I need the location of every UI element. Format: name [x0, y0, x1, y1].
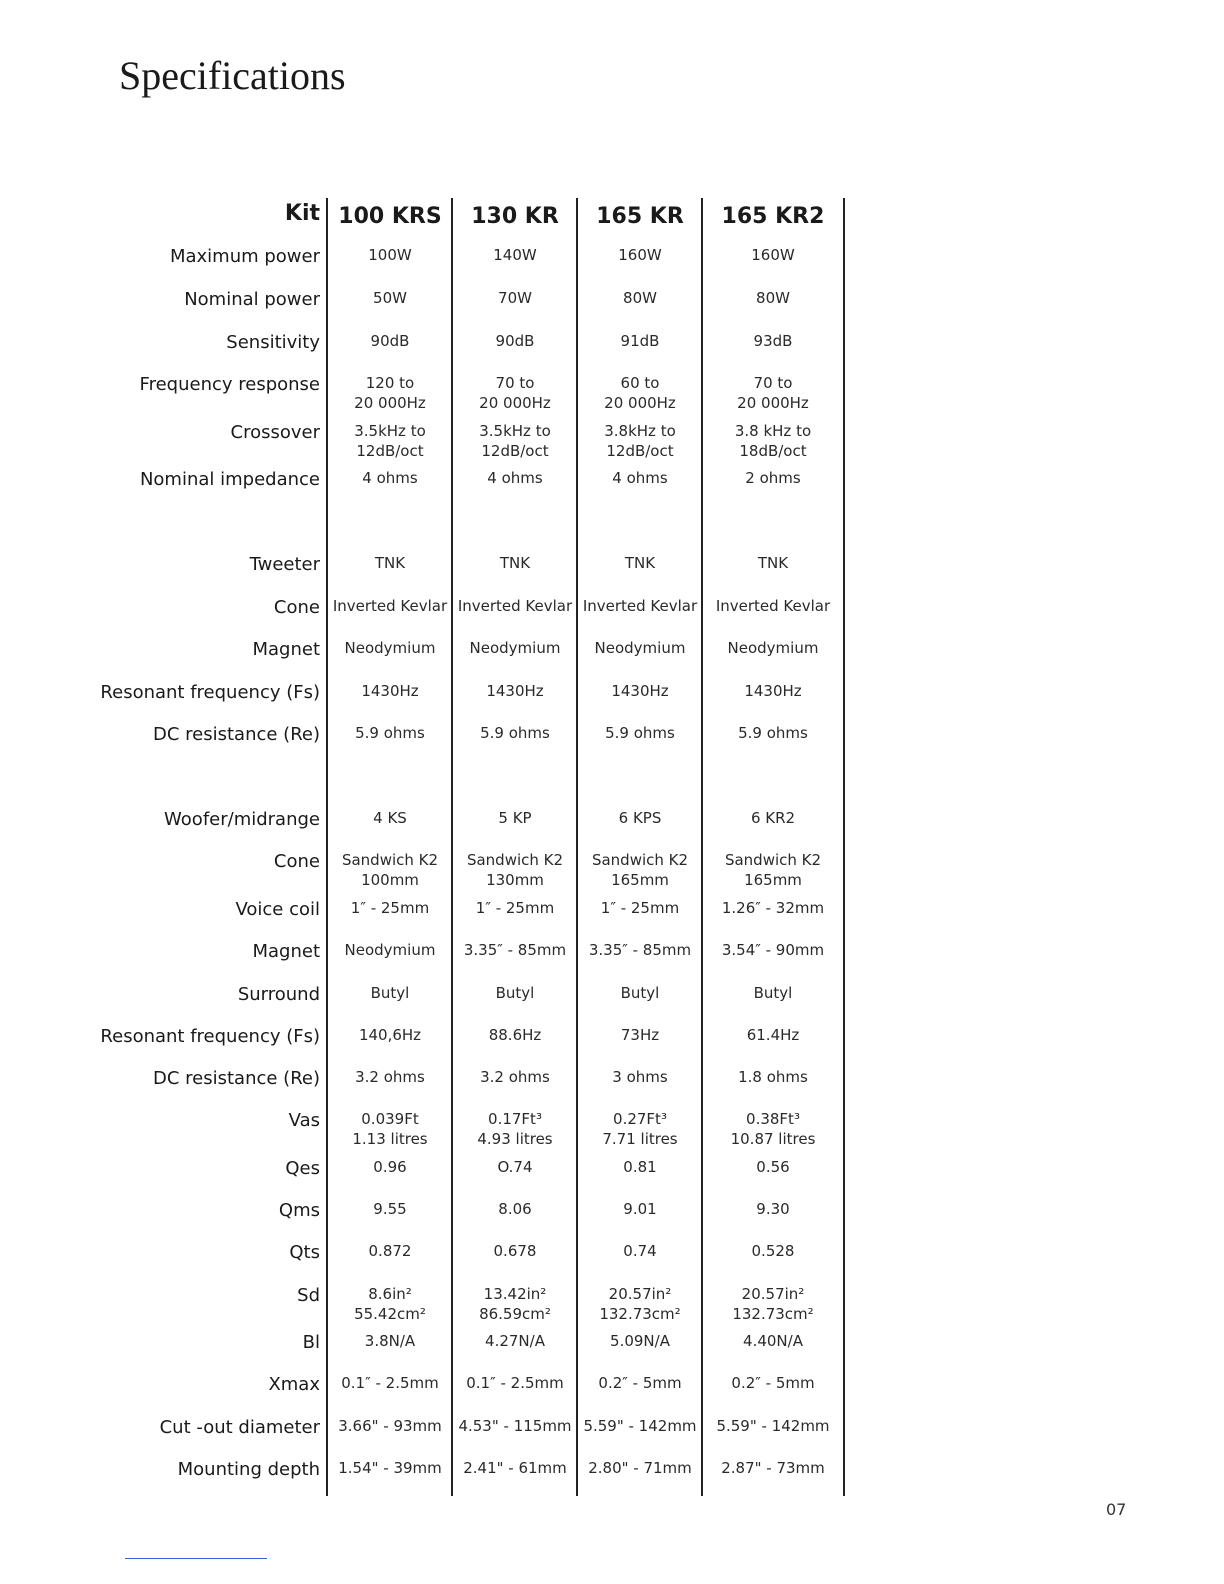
spec-cell: Neodymium [469, 639, 561, 657]
row-label: Qes [285, 1158, 320, 1179]
row-label: Tweeter [249, 554, 320, 575]
row-label: Bl [302, 1332, 320, 1353]
spec-cell: 5.09N/A [610, 1332, 670, 1350]
spec-cell: 5.9 ohms [355, 724, 425, 742]
spec-cell: 1430Hz [361, 682, 419, 700]
spec-cell: 8.06 [498, 1200, 532, 1218]
spec-cell: 3 ohms [612, 1068, 668, 1086]
spec-cell: 5.59" - 142mm [716, 1417, 830, 1435]
spec-cell: 5.59" - 142mm [583, 1417, 697, 1435]
row-label: Nominal power [184, 289, 320, 310]
model-header: 130 KR [471, 204, 559, 229]
spec-cell: 0.96 [373, 1158, 407, 1176]
row-label: Cone [273, 597, 320, 618]
spec-cell: 60 to 20 000Hz [604, 374, 676, 412]
spec-cell: Butyl [370, 984, 410, 1002]
spec-cell: Inverted Kevlar [582, 597, 698, 615]
spec-cell: 3.5kHz to 12dB/oct [479, 422, 551, 460]
spec-cell: 1430Hz [744, 682, 802, 700]
spec-cell: 0.17Ft³ 4.93 litres [477, 1110, 553, 1148]
spec-cell: 0.38Ft³ 10.87 litres [730, 1110, 816, 1148]
row-label: Sensitivity [226, 332, 320, 353]
row-label: Sd [297, 1285, 320, 1306]
spec-cell: 1.26″ - 32mm [721, 899, 825, 917]
row-label: Cone [273, 851, 320, 872]
spec-cell: 70W [498, 289, 532, 307]
spec-cell: 3.54″ - 90mm [721, 941, 825, 959]
spec-cell: 0.27Ft³ 7.71 litres [602, 1110, 678, 1148]
spec-cell: 2 ohms [745, 469, 801, 487]
model-header: 100 KRS [338, 204, 442, 229]
spec-cell: 100W [368, 246, 412, 264]
spec-cell: O.74 [497, 1158, 533, 1176]
spec-cell: 0.2″ - 5mm [731, 1374, 815, 1392]
column-divider [326, 198, 328, 1496]
spec-cell: 93dB [753, 332, 793, 350]
spec-cell: 9.01 [623, 1200, 657, 1218]
spec-cell: Inverted Kevlar [457, 597, 573, 615]
spec-cell: 1.54" - 39mm [338, 1459, 442, 1477]
spec-cell: 1″ - 25mm [600, 899, 680, 917]
row-label: Qms [278, 1200, 320, 1221]
spec-cell: Inverted Kevlar [332, 597, 448, 615]
spec-cell: 5.9 ohms [738, 724, 808, 742]
spec-cell: 2.87" - 73mm [721, 1459, 825, 1477]
spec-cell: 61.4Hz [746, 1026, 800, 1044]
spec-cell: Butyl [495, 984, 535, 1002]
spec-cell: 9.30 [756, 1200, 790, 1218]
spec-cell: 20.57in² 132.73cm² [732, 1285, 814, 1323]
spec-cell: 3.2 ohms [480, 1068, 550, 1086]
spec-cell: 0.528 [751, 1242, 795, 1260]
row-label: Xmax [268, 1374, 320, 1395]
spec-cell: 3.5kHz to 12dB/oct [354, 422, 426, 460]
row-label: Crossover [230, 422, 320, 443]
spec-cell: Butyl [620, 984, 660, 1002]
spec-cell: 3.8 kHz to 18dB/oct [734, 422, 812, 460]
spec-cell: 0.56 [756, 1158, 790, 1176]
spec-cell: Sandwich K2 130mm [466, 851, 564, 889]
model-header: 165 KR2 [721, 204, 825, 229]
row-label: Vas [288, 1110, 320, 1131]
spec-cell: 1″ - 25mm [350, 899, 430, 917]
spec-cell: 160W [618, 246, 662, 264]
spec-cell: 5.9 ohms [480, 724, 550, 742]
row-label: DC resistance (Re) [153, 724, 320, 745]
spec-cell: Neodymium [727, 639, 819, 657]
spec-cell: 0.678 [493, 1242, 537, 1260]
column-divider [701, 198, 703, 1496]
row-label: Surround [237, 984, 320, 1005]
spec-cell: 4 KS [373, 809, 407, 827]
spec-cell: 0.81 [623, 1158, 657, 1176]
spec-cell: Sandwich K2 100mm [341, 851, 439, 889]
spec-cell: 160W [751, 246, 795, 264]
spec-cell: 0.039Ft 1.13 litres [352, 1110, 428, 1148]
spec-cell: Butyl [753, 984, 793, 1002]
kit-label: Kit [284, 201, 320, 226]
spec-cell: 70 to 20 000Hz [479, 374, 551, 412]
spec-cell: 20.57in² 132.73cm² [599, 1285, 681, 1323]
row-label: Voice coil [235, 899, 320, 920]
spec-cell: 1430Hz [611, 682, 669, 700]
spec-cell: 5.9 ohms [605, 724, 675, 742]
spec-cell: 1430Hz [486, 682, 544, 700]
spec-cell: Neodymium [344, 639, 436, 657]
spec-cell: 6 KPS [618, 809, 662, 827]
column-divider [576, 198, 578, 1496]
spec-cell: 9.55 [373, 1200, 407, 1218]
spec-cell: 0.1″ - 2.5mm [466, 1374, 564, 1392]
spec-cell: 2.80" - 71mm [588, 1459, 692, 1477]
spec-cell: 3.2 ohms [355, 1068, 425, 1086]
spec-cell: Sandwich K2 165mm [591, 851, 689, 889]
spec-cell: 90dB [370, 332, 410, 350]
spec-cell: 4.40N/A [743, 1332, 803, 1350]
spec-cell: 3.66" - 93mm [338, 1417, 442, 1435]
row-label: Nominal impedance [139, 469, 320, 490]
spec-cell: TNK [499, 554, 531, 572]
spec-cell: 0.2″ - 5mm [598, 1374, 682, 1392]
spec-cell: 140,6Hz [358, 1026, 422, 1044]
spec-cell: 8.6in² 55.42cm² [354, 1285, 426, 1323]
spec-cell: 70 to 20 000Hz [737, 374, 809, 412]
row-label: Resonant frequency (Fs) [100, 682, 320, 703]
spec-cell: 3.8kHz to 12dB/oct [604, 422, 676, 460]
row-label: Qts [289, 1242, 320, 1263]
spec-cell: 6 KR2 [750, 809, 796, 827]
spec-cell: 5 KP [498, 809, 532, 827]
spec-cell: 4 ohms [612, 469, 668, 487]
spec-cell: 50W [373, 289, 407, 307]
page-number: 07 [1106, 1500, 1127, 1519]
footer-rule [125, 1558, 267, 1559]
row-label: Maximum power [169, 246, 320, 267]
spec-cell: TNK [374, 554, 406, 572]
spec-cell: 1″ - 25mm [475, 899, 555, 917]
spec-cell: 4.27N/A [485, 1332, 545, 1350]
row-label: Magnet [252, 639, 320, 660]
spec-cell: 3.35″ - 85mm [588, 941, 692, 959]
row-label: Frequency response [139, 374, 320, 395]
row-label: Cut -out diameter [159, 1417, 320, 1438]
spec-cell: Inverted Kevlar [715, 597, 831, 615]
spec-cell: 4 ohms [362, 469, 418, 487]
spec-cell: 140W [493, 246, 537, 264]
model-header: 165 KR [596, 204, 684, 229]
page-title: Specifications [119, 53, 346, 98]
spec-cell: 0.872 [368, 1242, 412, 1260]
column-divider [843, 198, 845, 1496]
row-label: DC resistance (Re) [153, 1068, 320, 1089]
spec-cell: 0.1″ - 2.5mm [341, 1374, 439, 1392]
spec-cell: 13.42in² 86.59cm² [479, 1285, 551, 1323]
spec-cell: 3.35″ - 85mm [463, 941, 567, 959]
spec-cell: 3.8N/A [364, 1332, 416, 1350]
spec-cell: 73Hz [620, 1026, 660, 1044]
spec-cell: TNK [757, 554, 789, 572]
row-label: Magnet [252, 941, 320, 962]
row-label: Resonant frequency (Fs) [100, 1026, 320, 1047]
row-label: Woofer/midrange [164, 809, 320, 830]
spec-cell: 88.6Hz [488, 1026, 542, 1044]
spec-cell: 4 ohms [487, 469, 543, 487]
spec-cell: Neodymium [344, 941, 436, 959]
spec-cell: Neodymium [594, 639, 686, 657]
spec-cell: 90dB [495, 332, 535, 350]
row-label: Mounting depth [177, 1459, 320, 1480]
spec-cell: 1.8 ohms [738, 1068, 808, 1086]
spec-cell: 120 to 20 000Hz [354, 374, 426, 412]
spec-cell: 2.41" - 61mm [463, 1459, 567, 1477]
spec-cell: TNK [624, 554, 656, 572]
spec-cell: 80W [756, 289, 790, 307]
spec-cell: 80W [623, 289, 657, 307]
spec-cell: Sandwich K2 165mm [724, 851, 822, 889]
spec-cell: 4.53" - 115mm [458, 1417, 572, 1435]
spec-cell: 91dB [620, 332, 660, 350]
spec-cell: 0.74 [623, 1242, 657, 1260]
column-divider [451, 198, 453, 1496]
